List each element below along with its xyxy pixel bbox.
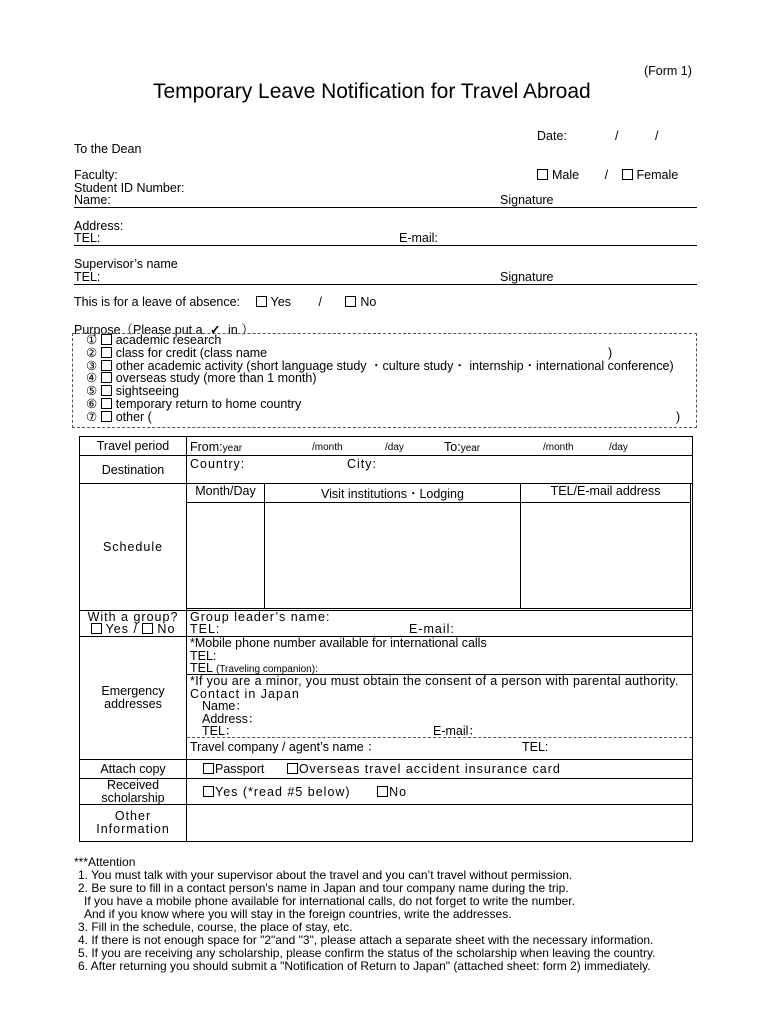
- divider: [74, 284, 697, 285]
- from-label: From:year: [190, 440, 243, 454]
- group-leader-field[interactable]: [187, 611, 693, 637]
- mobile-note: *Mobile phone number available for international calls: [190, 636, 487, 650]
- divider: [74, 207, 697, 208]
- item-number: ④: [86, 371, 98, 386]
- attention-item: 5. If you are receiving any scholarship, please confirm the status of the scholarship when leaving the country.: [78, 946, 656, 960]
- purpose-item: [86, 398, 674, 411]
- name-label: Name:: [74, 193, 111, 207]
- other-info-field[interactable]: [187, 805, 693, 842]
- date-sep-1: /: [615, 129, 619, 143]
- group-question: [80, 611, 187, 637]
- attention-item: And if you know where you will stay in the foreign countries, write the addresses.: [84, 907, 512, 921]
- schedule-header-contact: TEL/E-mail address: [521, 484, 691, 503]
- attention-item: If you have a mobile phone available for international calls, do not forget to write the number.: [84, 894, 575, 908]
- attention-item: 3. Fill in the schedule, course, the place of stay, etc.: [78, 920, 353, 934]
- group-no-checkbox[interactable]: [142, 623, 153, 634]
- leave-no-checkbox[interactable]: [345, 296, 356, 307]
- schedule-header-date: Month/Day: [187, 484, 265, 503]
- mobile-section: [187, 637, 692, 675]
- attach-copy-label: Attach copy: [80, 760, 187, 779]
- destination-label: Destination: [80, 456, 187, 484]
- purpose-checkbox[interactable]: [101, 398, 112, 409]
- to-month: /month: [543, 442, 574, 453]
- male-checkbox[interactable]: [537, 169, 548, 180]
- contact-section: [187, 675, 692, 738]
- purpose-item-text: overseas study (more than 1 month): [115, 371, 317, 386]
- purpose-item-text: other (: [115, 409, 152, 424]
- minor-note: *If you are a minor, you must obtain the consent of a person with parental authority.: [190, 674, 679, 688]
- attention-item: 1. You must talk with your supervisor about the travel and you can’t travel without permission.: [78, 868, 573, 882]
- supervisor-label: Supervisor’s name: [74, 257, 178, 271]
- attach-copy-field: [187, 760, 693, 779]
- purpose-item-text: class for credit (class name: [115, 345, 268, 360]
- country-label: Country:: [190, 457, 246, 471]
- purpose-checkbox[interactable]: [101, 385, 112, 396]
- contact-tel-label: TEL：: [202, 724, 238, 738]
- schedule-header-visit: Visit institutions・Lodging: [265, 484, 521, 503]
- contact-name-label: Name：: [202, 699, 248, 713]
- schedule-date-cell[interactable]: [187, 503, 265, 609]
- group-yes-checkbox[interactable]: [91, 623, 102, 634]
- leave-yes-label: Yes: [270, 295, 291, 309]
- attention-item: 2. Be sure to fill in a contact person's name in Japan and tour company name during the trip.: [78, 881, 569, 895]
- purpose-checkbox[interactable]: [101, 411, 112, 422]
- insurance-label: Overseas travel accident insurance card: [298, 762, 561, 776]
- purpose-item: [86, 409, 681, 424]
- page-title: Temporary Leave Notification for Travel Abroad: [153, 80, 591, 103]
- supervisor-signature-label: Signature: [500, 270, 554, 284]
- addressee: To the Dean: [74, 142, 142, 156]
- purpose-checkbox[interactable]: [101, 334, 112, 345]
- female-label: Female: [636, 168, 679, 182]
- gender-sep: /: [604, 168, 609, 182]
- tel-label: TEL:: [74, 231, 101, 245]
- destination-field[interactable]: [187, 456, 693, 484]
- scholarship-field: [187, 779, 693, 805]
- to-label: To:year: [444, 440, 481, 454]
- male-label: Male: [552, 168, 580, 182]
- passport-label: Passport: [215, 762, 265, 776]
- travel-company-tel-label: TEL:: [522, 740, 549, 754]
- divider: [74, 245, 697, 246]
- date-label: Date:: [537, 129, 567, 143]
- purpose-item-text: temporary return to home country: [115, 396, 302, 411]
- schedule-label: Schedule: [80, 484, 187, 611]
- from-day: /day: [385, 442, 404, 453]
- leave-yes-checkbox[interactable]: [256, 296, 267, 307]
- date-sep-2: /: [655, 129, 659, 143]
- purpose-list: [86, 333, 681, 424]
- purpose-label-text: Purpose（Please put a: [74, 323, 203, 337]
- student-id-label: Student ID Number:: [74, 181, 185, 195]
- to-day: /day: [609, 442, 628, 453]
- companion-tel: TEL (Traveling companion):: [190, 661, 318, 675]
- form-number: (Form 1): [644, 64, 692, 78]
- emergency-label: Emergency addresses: [80, 637, 187, 760]
- group-email-label: E-mail:: [409, 622, 455, 636]
- group-leader-label: Group leader’s name:: [190, 610, 331, 624]
- leave-question-text: This is for a leave of absence:: [74, 295, 241, 309]
- gender-field: [537, 168, 678, 182]
- faculty-label: Faculty:: [74, 168, 118, 182]
- mobile-tel-label: TEL:: [190, 648, 217, 663]
- checkmark-icon: ✓: [210, 323, 221, 337]
- insurance-checkbox[interactable]: [287, 763, 298, 774]
- schedule-field: [187, 484, 693, 611]
- schedule-contact-cell[interactable]: [521, 503, 691, 609]
- attention-notes: [74, 856, 655, 973]
- item-number: ⑤: [86, 384, 98, 399]
- travel-period-label: Travel period: [80, 437, 187, 456]
- leave-no-label: No: [360, 295, 377, 309]
- purpose-item-end: ): [608, 345, 613, 360]
- city-label: City:: [347, 457, 377, 471]
- schedule-table: [186, 483, 691, 609]
- travel-company-section: [187, 738, 692, 754]
- travel-company-label: Travel company / agent’s name ：: [190, 740, 380, 754]
- item-number: ⑦: [86, 409, 98, 424]
- supervisor-tel-label: TEL:: [74, 270, 101, 284]
- attention-item: 4. If there is not enough space for "2"and "3", please attach a separate sheet with the necessary information.: [78, 933, 654, 947]
- purpose-item-text: other academic activity (short language study ・culture study・ internship・international conference): [115, 358, 674, 373]
- item-number: ②: [86, 345, 98, 360]
- purpose-label-end: in ）: [228, 323, 254, 337]
- travel-table: [79, 436, 693, 842]
- leave-question: [74, 295, 376, 309]
- contact-address-label: Address：: [202, 711, 261, 726]
- signature-label: Signature: [500, 193, 554, 207]
- group-tel-label: TEL:: [190, 622, 221, 636]
- group-yes-label: Yes /: [105, 622, 138, 636]
- scholarship-label: Received scholarship: [80, 779, 187, 805]
- passport-checkbox[interactable]: [203, 763, 214, 774]
- leave-sep: /: [318, 295, 322, 309]
- item-number: ①: [86, 333, 98, 347]
- scholarship-yes-label: Yes (*read #5 below): [215, 784, 351, 799]
- female-checkbox[interactable]: [622, 169, 633, 180]
- scholarship-no-label: No: [389, 784, 408, 799]
- contact-japan-label: Contact in Japan: [190, 686, 300, 701]
- group-no-label: No: [157, 622, 176, 636]
- email-label: E-mail:: [399, 231, 438, 245]
- purpose-item-end: ): [676, 409, 681, 424]
- other-info-label: Other Information: [80, 805, 187, 842]
- travel-period-field[interactable]: [187, 437, 693, 456]
- address-label: Address:: [74, 219, 124, 233]
- group-question-text: With a group?: [87, 610, 179, 624]
- purpose-item-text: academic research: [115, 333, 222, 347]
- purpose-checkbox[interactable]: [101, 372, 112, 383]
- item-number: ⑥: [86, 396, 98, 411]
- schedule-visit-cell[interactable]: [265, 503, 521, 609]
- purpose-checkbox[interactable]: [101, 347, 112, 358]
- contact-email-label: E-mail：: [433, 724, 481, 738]
- emergency-field[interactable]: [187, 637, 693, 760]
- purpose-item-text: sightseeing: [115, 384, 179, 399]
- scholarship-no-checkbox[interactable]: [377, 786, 388, 797]
- from-month: /month: [312, 442, 343, 453]
- attention-item: 6. After returning you should submit a "Notification of Return to Japan" (attached sheet: form 2) immediately.: [78, 959, 651, 973]
- scholarship-yes-checkbox[interactable]: [203, 786, 214, 797]
- purpose-checkbox[interactable]: [101, 360, 112, 371]
- item-number: ③: [86, 358, 98, 373]
- attention-title: ***Attention: [74, 855, 136, 869]
